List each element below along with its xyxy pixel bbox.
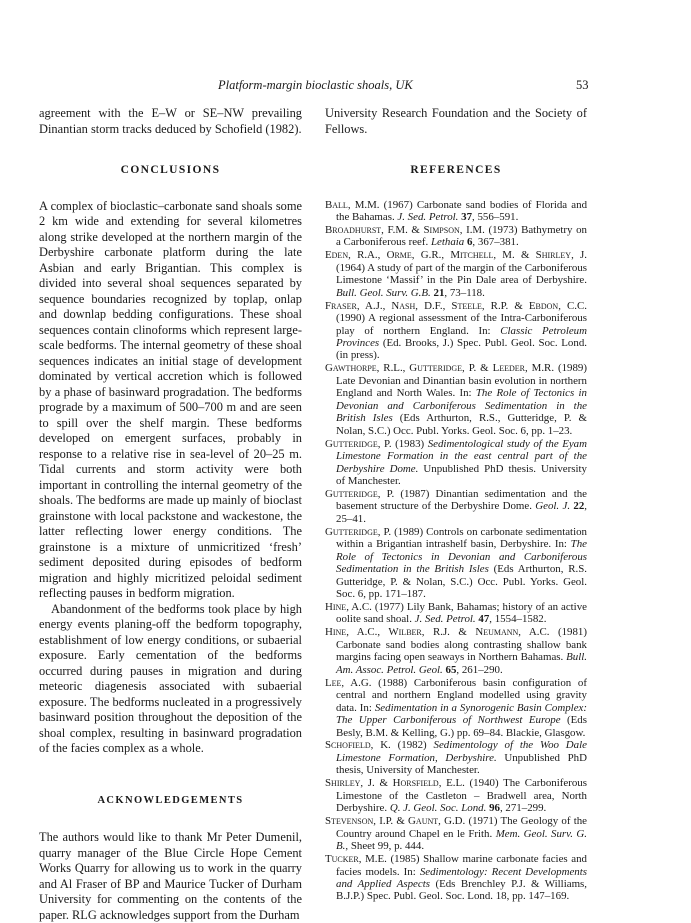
reference-authors: Schofield, K.: [325, 739, 391, 752]
conclusions-paragraph: Abandonment of the bedforms took place by high energy events planing-off the bedform topography, establishment of low energy conditions, or subaerial exposure. Early cementation of the bedforms occurred during pauses in migration and during meteoric diagenesis associated with subaerial exposure. The bedforms nucleated in a progressively basinward position throughout the deposition of the shoal complex, resulting in basinward progradation of the facies complex as a whole.: [39, 601, 302, 755]
reference-title: The Role of Tectonics in Devonian and Carboniferous Sedimentation in the British Isles: [336, 387, 587, 425]
reference-volume: 6: [466, 236, 473, 249]
reference-entry: [325, 488, 587, 525]
reference-entry: [325, 362, 587, 437]
reference-entry: [325, 853, 587, 903]
reference-volume: 65: [445, 663, 457, 676]
page-number: 53: [576, 78, 589, 92]
reference-journal: J. Sed. Petrol.: [414, 613, 476, 626]
carryover-paragraph-left: agreement with the E–W or SE–NW prevailing Dinantian storm tracks deduced by Schofield (1982).: [39, 106, 302, 136]
reference-journal: Bull. Am. Assoc. Petrol. Geol.: [336, 651, 587, 676]
reference-pages: , 271–299.: [499, 802, 547, 815]
running-head-title: Platform-margin bioclastic shoals, UK: [218, 78, 413, 92]
right-column: [325, 106, 587, 903]
reference-text: (1971) The Geology of the Country around Chapel en le Frith.: [336, 815, 587, 840]
reference-volume: 22: [573, 500, 585, 513]
reference-authors: Hine, A.C.: [325, 601, 372, 613]
reference-authors: Stevenson, I.P. & Gaunt, G.D.: [325, 815, 466, 828]
reference-entry: [325, 224, 587, 249]
reference-text: (1967) Carbonate sand bodies of Florida and the Bahamas.: [336, 198, 588, 223]
reference-authors: Fraser, A.J., Nash, D.F., Steele, R.P. & Ebdon, C.C.: [325, 299, 587, 312]
reference-tail: (Eds Arthurton, R.S. Gutteridge, P. & Nolan, S.C.) Occ. Publ. Yorks. Geol. Soc. 6, pp. 171–187.: [336, 563, 587, 601]
reference-tail: (Ed. Brooks, J.) Spec. Publ. Geol. Soc. Lond. (in press).: [336, 336, 587, 362]
left-column: [39, 106, 302, 923]
reference-entry: [325, 626, 587, 676]
reference-entry: [325, 601, 587, 626]
reference-pages: , 1554–1582.: [489, 613, 547, 626]
conclusions-paragraph: A complex of bioclastic–carbonate sand shoals some 2 km wide and extending for several kilometres along strike developed at the northern margin of the Derbyshire carbonate platform during the late Asbian and early Brigantian. This complex is divided into several shoal sequences separated by sequence boundaries recognized by toplap, onlap and downlap bedding configurations. These shoal sequences contain clinoforms which represent large-scale bedforms. The internal geometry of these shoal sequences indicates an initial stage of development dominated by vertical accretion which is followed by a phase of basinward progradation. The bedforms prograde by a maximum of 500–700 m and are seen to spill over the shelf margin. These bedforms developed on emergent surfaces, probably in response to a relative rise in sea-level of 20–25 m. Tidal currents and storm activity were both important in controlling the internal geometry of the shoals. The bedforms are made up mainly of bioclast grainstone with local packstone and wackestone, the latter reflecting lower energy conditions. The grainstone is a mixture of unmicritized ‘fresh’ sediment deposited during episodes of bedform migration and highly micritized peloidal sediment reflecting pauses in bedform migration.: [39, 198, 302, 600]
reference-volume: 37: [461, 210, 473, 223]
reference-tail: (Eds Arthurton, R.S., Gutteridge, P. & Nolan, S.C.) Occ. Publ. Yorks. Geol. Soc. 6, pp. 1–23.: [336, 412, 587, 437]
reference-pages: , Sheet 99, p. 444.: [345, 840, 425, 853]
reference-tail: Unpublished PhD thesis. University of Manchester.: [336, 462, 587, 487]
reference-text: (1983): [391, 437, 428, 450]
reference-authors: Gutteridge, P.: [325, 525, 392, 538]
reference-entry: [325, 438, 587, 488]
reference-authors: Tucker, M.E.: [325, 853, 387, 866]
acknowledgements-heading: ACKNOWLEDGEMENTS: [97, 794, 244, 806]
reference-text: (1987) Dinantian sedimentation and the basement structure of the Derbyshire Dome.: [336, 487, 588, 513]
reference-text: (1940) The Carboniferous Limestone of the Castleton – Bradwell area, North Derbyshire.: [336, 777, 587, 815]
reference-entry: [325, 300, 587, 362]
reference-authors: Gutteridge, P.: [325, 437, 392, 450]
reference-entry: [325, 777, 587, 814]
reference-title: Sedimentology of the Woo Dale Limestone Formation, Derbyshire.: [336, 739, 587, 764]
reference-text: (1990) A regional assessment of the Intra-Carboniferous play of northern England. In:: [336, 312, 587, 337]
reference-text: (1989) Late Devonian and Dinantian basin evolution in northern England and North Wales. In:: [336, 362, 588, 400]
reference-journal: J. Sed. Petrol.: [397, 210, 459, 223]
conclusions-heading: CONCLUSIONS: [120, 164, 221, 176]
reference-journal: Lethaia: [430, 236, 465, 249]
reference-pages: , 367–381.: [472, 236, 519, 249]
reference-text: (1977) Lily Bank, Bahamas; history of an active oolite sand shoal.: [336, 601, 587, 626]
reference-text: (1982): [390, 739, 434, 752]
reference-entry: [325, 199, 587, 224]
reference-authors: Hine, A.C., Wilber, R.J. & Neumann, A.C.: [325, 626, 550, 639]
reference-authors: Eden, R.A., Orme, G.R., Mitchell, M. & Shirley, J.: [325, 249, 587, 262]
acknowledgements-paragraph: The authors would like to thank Mr Peter Dumenil, quarry manager of the Blue Circle Hope Cement Works Quarry for allowing us to work in the quarry and Al Fraser of BP and Maurice Tucker of Durham University for commenting on the contents of the paper. RLG acknowledges support from the Durham: [39, 830, 302, 922]
reference-authors: Gawthorpe, R.L., Gutteridge, P. & Leeder, M.R.: [325, 362, 555, 375]
reference-pages: , 261–290.: [456, 663, 503, 676]
reference-volume: 21: [433, 286, 445, 299]
reference-entry: [325, 739, 587, 776]
reference-entry: [325, 526, 587, 601]
reference-authors: Shirley, J. & Horsfield, E.L.: [325, 777, 465, 790]
reference-title: Sedimentation in a Synorogenic Basin Complex: The Upper Carboniferous of Northwest Europe: [336, 701, 587, 727]
reference-authors: Broadhurst, F.M. & Simpson, I.M.: [325, 223, 485, 236]
reference-tail: Unpublished PhD thesis, University of Manchester.: [336, 751, 587, 777]
reference-volume: 47: [478, 613, 490, 626]
reference-volume: 96: [489, 802, 500, 815]
reference-text: (1973) Bathymetry on a Carboniferous reef.: [336, 223, 587, 249]
reference-title: Sedimentology: Recent Developments and Applied Aspects: [336, 865, 587, 890]
reference-pages: , 25–41.: [336, 500, 587, 525]
reference-authors: Gutteridge, P.: [325, 487, 395, 500]
reference-pages: , 73–118.: [444, 286, 485, 299]
reference-text: (1989) Controls on carbonate sedimentation within a Brigantian intrashelf basin, Derbyshire. In:: [336, 525, 587, 551]
reference-text: (1964) A study of part of the margin of the Carboniferous Limestone ‘Massif’ in the Pin Dale area of Derbyshire.: [336, 261, 587, 287]
reference-text: (1988) Carboniferous basin configuration of central and northern England modelled using gravity data. In:: [336, 676, 587, 714]
reference-text: (1981) Carbonate sand bodies along contrasting shallow bank margins facing open seaways in Northern Bahamas.: [336, 626, 587, 664]
reference-journal: Mem. Geol. Surv. G. B.: [336, 827, 587, 853]
reference-journal: Q. J. Geol. Soc. Lond.: [389, 802, 487, 815]
reference-title: Sedimentological study of the Eyam Limestone Formation in the east central part of the Derbyshire Dome.: [336, 437, 587, 475]
reference-list: [325, 199, 587, 903]
carryover-paragraph-right: University Research Foundation and the Society of Fellows.: [325, 106, 587, 136]
reference-title: The Role of Tectonics in Devonian and Carboniferous Sedimentation in the British Isles: [336, 538, 587, 576]
reference-entry: [325, 815, 587, 852]
reference-tail: (Eds Brenchley P.J. & Williams, B.J.P.) Spec. Publ. Geol. Soc. Lond. 18, pp. 147–169.: [336, 877, 587, 903]
reference-entry: [325, 249, 587, 299]
reference-entry: [325, 677, 587, 739]
reference-authors: Lee, A.G.: [325, 676, 372, 689]
reference-journal: Geol. J.: [535, 500, 571, 513]
references-heading: REFERENCES: [410, 164, 502, 176]
reference-tail: (Eds Besly, B.M. & Kelling, G.) pp. 69–84. Blackie, Glasgow.: [336, 714, 587, 739]
reference-title: Classic Petroleum Provinces: [336, 324, 587, 349]
reference-authors: Ball, M.M.: [325, 198, 380, 211]
reference-pages: , 556–591.: [472, 210, 519, 223]
reference-text: (1985) Shallow marine carbonate facies and facies models. In:: [336, 853, 587, 878]
reference-journal: Bull. Geol. Surv. G.B.: [336, 286, 431, 299]
